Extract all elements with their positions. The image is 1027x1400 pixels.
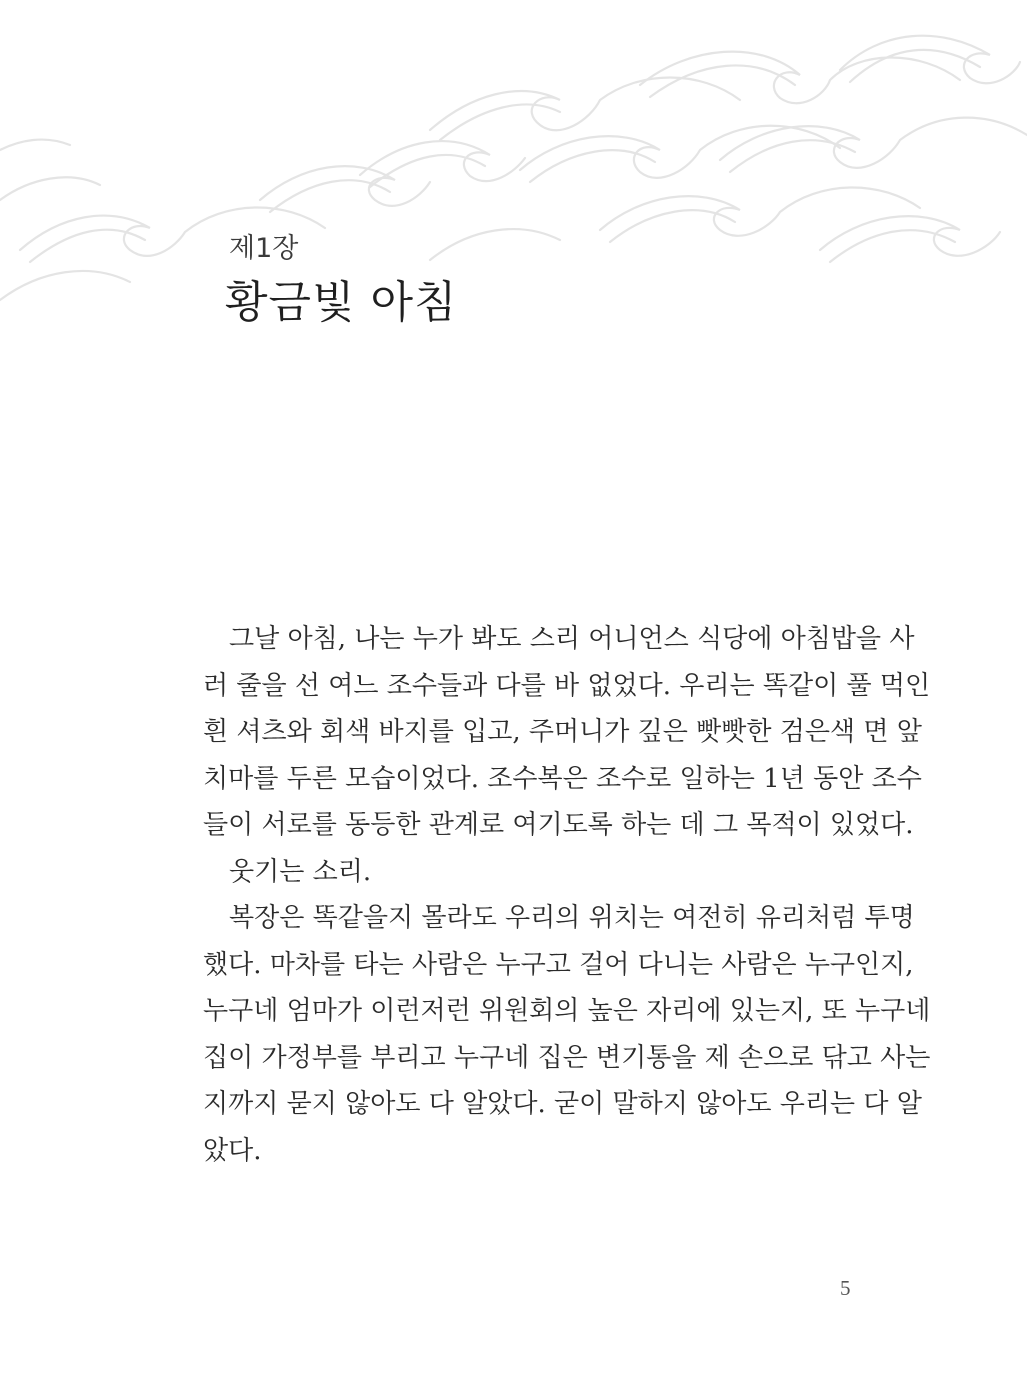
text-line: 했다. 마차를 타는 사람은 누구고 걸어 다니는 사람은 누구인지,	[203, 949, 914, 980]
text-line: 흰 셔츠와 회색 바지를 입고, 주머니가 깊은 빳빳한 검은색 면 앞	[203, 717, 922, 747]
body-text	[203, 616, 931, 1174]
text-line: 복장은 똑같을지 몰라도 우리의 위치는 여전히 유리처럼 투명	[229, 903, 915, 933]
text-line: 웃기는 소리.	[229, 856, 372, 887]
text-line: 집이 가정부를 부리고 누구네 집은 변기통을 제 손으로 닦고 사는	[203, 1042, 931, 1073]
text-line: 들이 서로를 동등한 관계로 여기도록 하는 데 그 목적이 있었다.	[203, 810, 914, 840]
chapter-label: 제1장	[229, 233, 299, 264]
text-line: 았다.	[203, 1135, 262, 1166]
text-line: 러 줄을 선 여느 조수들과 다를 바 없었다. 우리는 똑같이 풀 먹인	[203, 670, 931, 701]
text-line: 누구네 엄마가 이런저런 위원회의 높은 자리에 있는지, 또 누구네	[203, 996, 931, 1026]
wave-pattern-decoration	[0, 0, 1027, 330]
text-line: 지까지 묻지 않아도 다 알았다. 굳이 말하지 않아도 우리는 다 알	[203, 1089, 922, 1119]
text-line: 그날 아침, 나는 누가 봐도 스리 어니언스 식당에 아침밥을 사	[229, 624, 915, 654]
page-number: 5	[840, 1276, 851, 1300]
text-line: 치마를 두른 모습이었다. 조수복은 조수로 일하는 1년 동안 조수	[203, 763, 922, 794]
chapter-title: 황금빛 아침	[225, 277, 458, 328]
